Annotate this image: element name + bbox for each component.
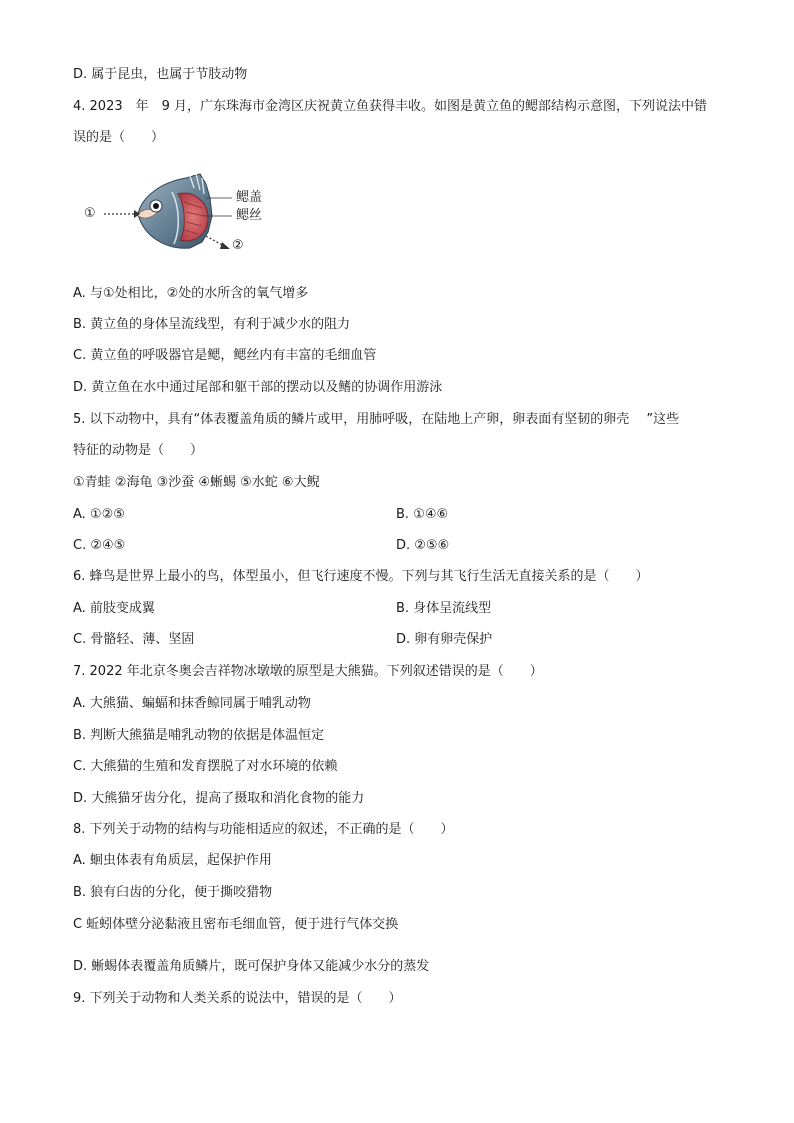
question-4-stem-line-2: 误的是（ ） — [73, 130, 165, 145]
question-6-option-a: A. 前肢变成翼 — [73, 601, 155, 616]
question-5-option-c: C. ②④⑤ — [73, 538, 126, 553]
question-9-stem: 9. 下列关于动物和人类关系的说法中，错误的是（ ） — [73, 991, 402, 1006]
question-5-option-d: D. ②⑤⑥ — [396, 538, 450, 553]
fish-gill-figure — [82, 168, 282, 260]
question-5-option-a: A. ①②⑤ — [73, 507, 125, 522]
question-3-option-d: D. 属于昆虫，也属于节肢动物 — [73, 67, 248, 82]
marker-2-label: ② — [232, 238, 244, 253]
question-7-option-c: C. 大熊猫的生殖和发育摆脱了对水环境的依赖 — [73, 759, 338, 774]
question-6-option-b: B. 身体呈流线型 — [396, 601, 492, 616]
question-7-stem: 7. 2022 年北京冬奥会吉祥物冰墩墩的原型是大熊猫。下列叙述错误的是（ ） — [73, 664, 543, 679]
question-8-option-b: B. 狼有臼齿的分化，便于撕咬猎物 — [73, 885, 273, 900]
marker-1-label: ① — [84, 206, 96, 221]
question-8-option-d: D. 蜥蜴体表覆盖角质鳞片，既可保护身体又能减少水分的蒸发 — [73, 959, 430, 974]
question-5-option-b: B. ①④⑥ — [396, 507, 449, 522]
question-7-option-b: B. 判断大熊猫是哺乳动物的依据是体温恒定 — [73, 728, 325, 743]
question-5-stem-line-2: 特征的动物是（ ） — [73, 443, 204, 458]
question-7-option-d: D. 大熊猫牙齿分化，提高了摄取和消化食物的能力 — [73, 791, 365, 806]
question-8-option-a: A. 蛔虫体表有角质层，起保护作用 — [73, 853, 272, 868]
question-4-option-d: D. 黄立鱼在水中通过尾部和躯干部的摆动以及鳍的协调作用游泳 — [73, 380, 443, 395]
question-4-stem-line-1: 4. 2023 年 9 月，广东珠海市金湾区庆祝黄立鱼获得丰收。如图是黄立鱼的鳃部结构示意图，下列说法中错 — [73, 99, 708, 114]
question-4-option-b: B. 黄立鱼的身体呈流线型，有利于减少水的阻力 — [73, 317, 351, 332]
question-6-option-c: C. 骨骼轻、薄、坚固 — [73, 632, 195, 647]
question-7-option-a: A. 大熊猫、蝙蝠和抹香鲸同属于哺乳动物 — [73, 696, 311, 711]
gill-filament-label: 鳃丝 — [236, 208, 263, 223]
question-4-option-c: C. 黄立鱼的呼吸器官是鳃，鳃丝内有丰富的毛细血管 — [73, 348, 377, 363]
question-4-option-a: A. 与①处相比，②处的水所含的氧气增多 — [73, 286, 309, 301]
question-5-choices: ①青蛙 ②海龟 ③沙蚕 ④蜥蜴 ⑤水蛇 ⑥大鲵 — [73, 475, 320, 490]
question-6-option-d: D. 卵有卵壳保护 — [396, 632, 493, 647]
question-6-stem: 6. 蜂鸟是世界上最小的鸟，体型虽小，但飞行速度不慢。下列与其飞行生活无直接关系的是（ ） — [73, 569, 649, 584]
question-8-stem: 8. 下列关于动物的结构与功能相适应的叙述，不正确的是（ ） — [73, 822, 454, 837]
gill-cover-label: 鳃盖 — [236, 190, 263, 205]
question-5-stem-line-1: 5. 以下动物中，具有“体表覆盖角质的鳞片或甲，用肺呼吸，在陆地上产卵，卵表面有坚韧的卵壳 ”这些 — [73, 412, 680, 427]
question-8-option-c: C 蚯蚓体壁分泌黏液且密布毛细血管，便于进行气体交换 — [73, 917, 399, 932]
